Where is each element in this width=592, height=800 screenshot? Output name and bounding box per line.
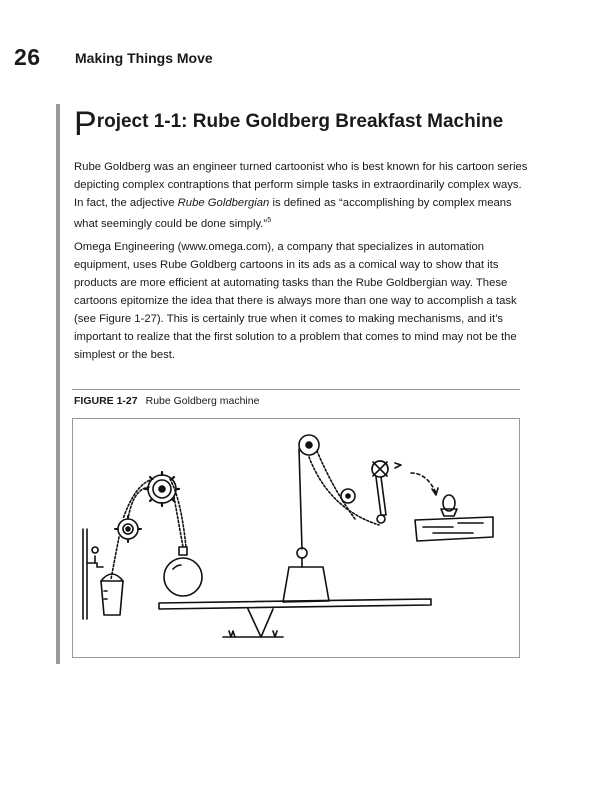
footnote-marker: 5 [267,217,272,224]
wall-faucet [83,529,103,619]
paragraph-intro-italic: Rube Goldbergian [177,197,270,209]
weight-block [283,567,329,602]
paragraph-intro-text-b: is defined as “accomplishing by complex means what seemingly could be done simply.” [74,197,512,230]
seesaw [159,599,431,637]
fan-arm [372,461,401,523]
caption-rule [72,389,520,390]
title-drop-cap: P [74,105,97,143]
page-number: 26 [14,44,41,70]
paragraph-omega: Omega Engineering (www.omega.com), a company that specializes in automation equipment, uses Rube Goldberg cartoons in its ads as a comical way to show that its products are more efficient at automating tasks than the Rube Goldbergian way. These cartoons epitomize the idea that there is always more than one way to accomplish a task (see Figure 1-27). This is certainly true when it comes to making mechanisms, and it’s important to realize that the first solution to a problem that comes to mind may not be the simplest or the best. [74,241,517,361]
figure-label: FIGURE 1-27 [74,395,138,407]
title-text: roject 1-1: Rube Goldberg Breakfast Machine [96,111,504,132]
figure-frame [72,418,520,658]
sidebar-rule [56,104,60,664]
figure-caption [74,395,259,407]
bomb-weight [164,547,202,596]
project-title [74,105,574,143]
upper-gear [145,472,179,506]
bottom-pulley [297,548,307,567]
paragraph-intro [74,158,534,233]
top-pulley [299,435,319,455]
running-head: Making Things Move [75,50,213,66]
water-bucket [101,574,123,615]
small-wheel [341,489,355,503]
paragraph-intro-text-a: Rube Goldberg was an engineer turned cartoonist who is best known for his cartoon series depicting complex contraptions that perform simple tasks in extraordinarily complex ways. In fact, the adjective [74,161,528,209]
rube-goldberg-drawing [73,419,519,657]
figure-caption-text: Rube Goldberg machine [145,395,260,407]
wooden-plank [415,517,493,541]
egg-cup [441,495,457,516]
